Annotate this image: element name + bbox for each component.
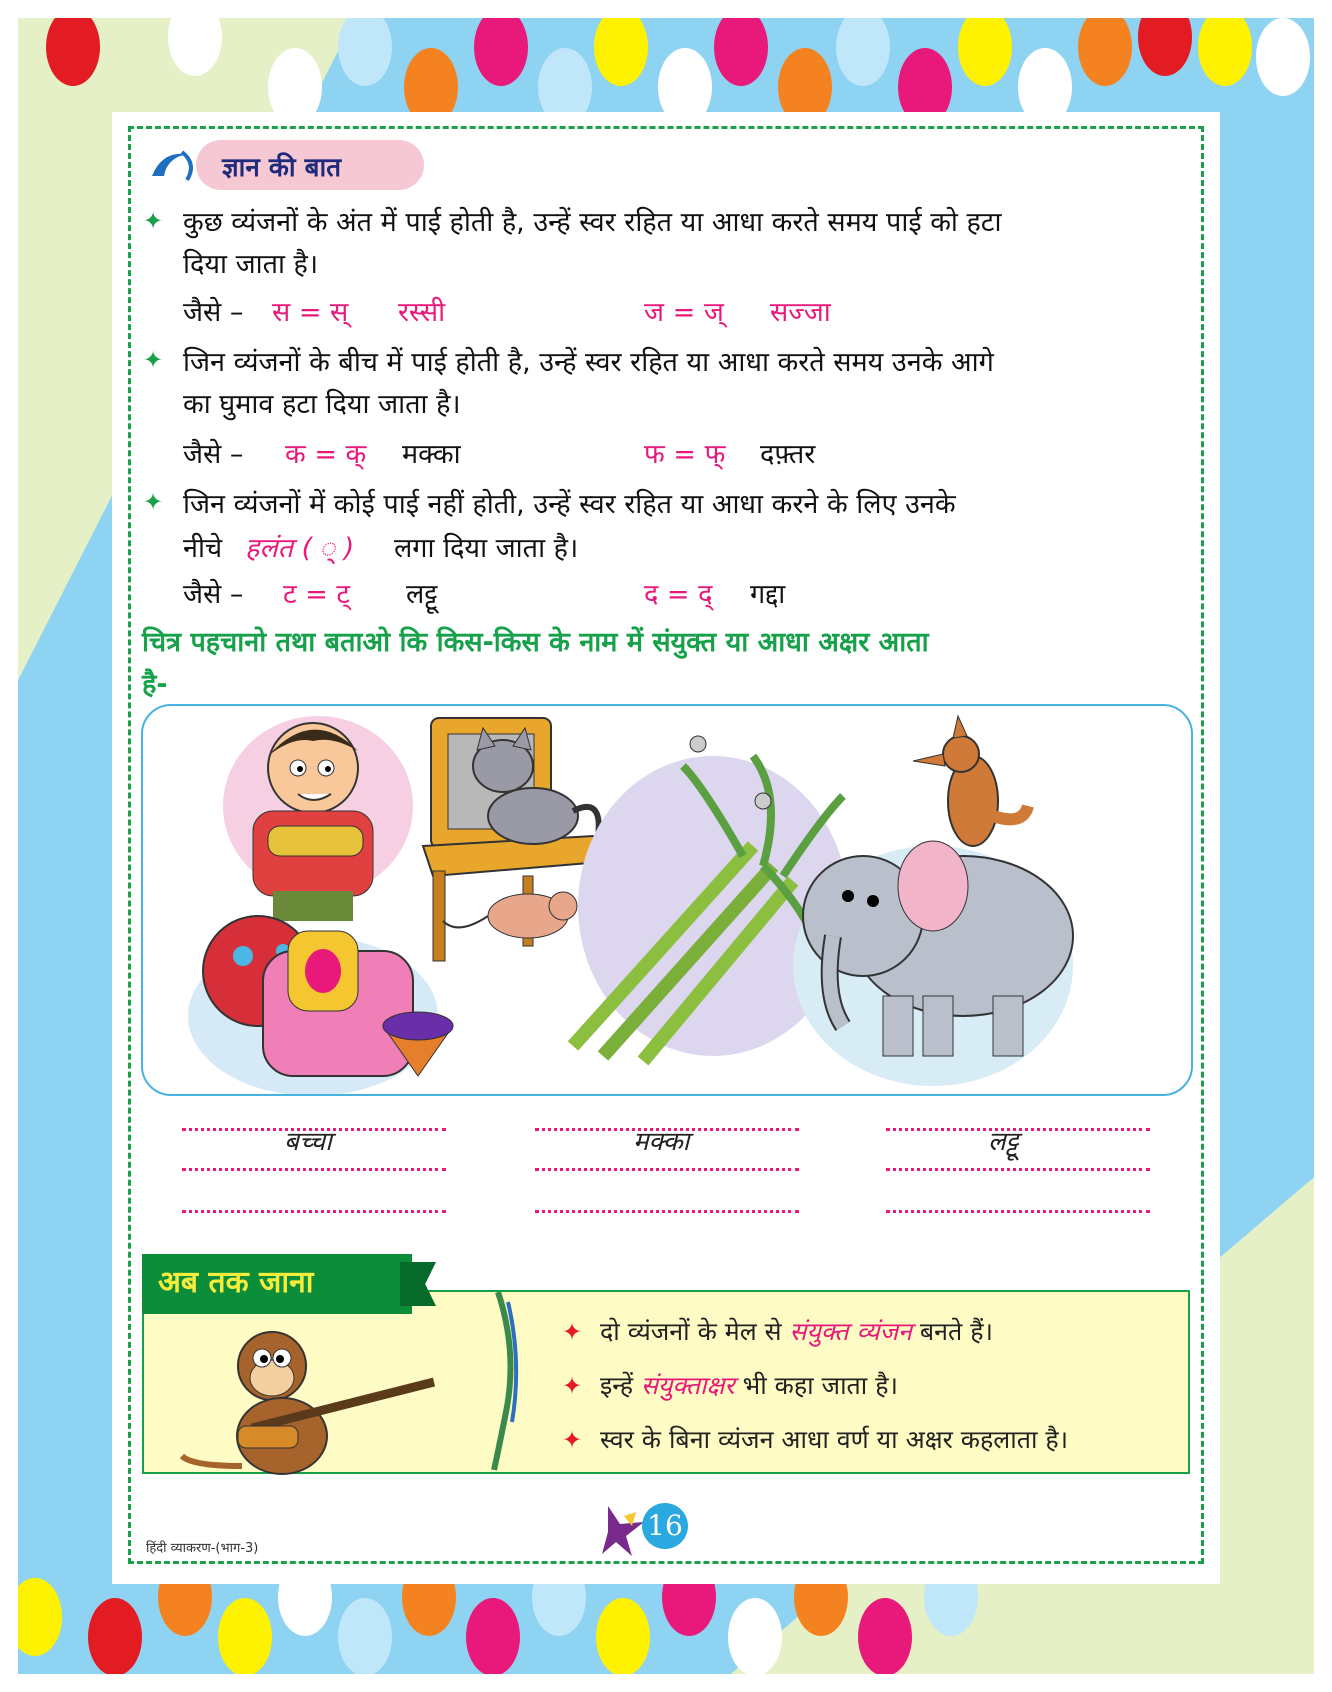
summary-title: अब तक जाना: [158, 1265, 314, 1300]
decorative-dot: [338, 18, 392, 86]
answer-line[interactable]: [182, 1210, 446, 1213]
decorative-dot: [596, 1598, 650, 1674]
example-equation: क = क्: [285, 439, 367, 470]
summary-star-icon: ✦: [562, 1318, 583, 1346]
decorative-dot: [594, 18, 648, 86]
answer-line[interactable]: [886, 1210, 1150, 1213]
monkey-with-gun-illustration: [172, 1316, 452, 1476]
rule-3-line-2-start: नीचे: [183, 533, 223, 564]
decorative-dot: [714, 18, 768, 86]
summary-text: दो व्यंजनों के मेल से: [600, 1317, 782, 1346]
example-word: मक्का: [402, 439, 461, 470]
decorative-dot: [858, 1598, 912, 1674]
example-word: गद्दा: [750, 579, 786, 610]
bullet-star-icon: ✦: [143, 488, 164, 516]
answer-text: लट्टू: [988, 1127, 1019, 1157]
summary-point-2: [600, 1368, 898, 1402]
illustration: [143, 706, 1191, 1094]
example-word: रस्सी: [398, 297, 446, 328]
picture-box: [141, 704, 1193, 1096]
question-line-2: है-: [142, 669, 168, 700]
tip-header: ज्ञान की बात: [222, 153, 342, 183]
decorative-dot: [836, 18, 890, 86]
book-footer: हिंदी व्याकरण-(भाग-3): [146, 1541, 259, 1556]
answer-line[interactable]: [535, 1168, 799, 1171]
decorative-dot: [18, 1578, 62, 1656]
example-equation: ट = ट्: [283, 579, 351, 610]
ribbon-streamer-icon: [488, 1292, 528, 1472]
rule-2-line-2: का घुमाव हटा दिया जाता है।: [183, 389, 461, 420]
example-label: जैसे –: [183, 439, 244, 470]
star-decoration-icon: [598, 1506, 646, 1556]
answer-text: मक्का: [633, 1127, 690, 1157]
page-number: 16: [642, 1503, 688, 1549]
rule-1-line-2: दिया जाता है।: [183, 249, 319, 280]
summary-text: इन्हें: [600, 1371, 634, 1400]
summary-point-3: स्वर के बिना व्यंजन आधा वर्ण या अक्षर कहलाता है।: [600, 1425, 1069, 1454]
answer-line[interactable]: [535, 1210, 799, 1213]
summary-highlight: संयुक्त व्यंजन: [789, 1317, 912, 1346]
summary-highlight: संयुक्ताक्षर: [640, 1371, 735, 1400]
rule-2-line-1: जिन व्यंजनों के बीच में पाई होती है, उन्हें स्वर रहित या आधा करते समय उनके आगे: [183, 347, 994, 378]
rule-3-line-2-end: लगा दिया जाता है।: [394, 533, 579, 564]
decorative-dot: [474, 18, 528, 86]
example-word: लट्टू: [406, 579, 438, 610]
summary-text: बनते हैं।: [919, 1317, 993, 1346]
halant-term: हलंत ( ् ): [245, 533, 355, 564]
decorative-dot: [1138, 18, 1192, 76]
summary-text: भी कहा जाता है।: [742, 1371, 898, 1400]
boy-with-corn-illustration: [223, 716, 413, 921]
bullet-star-icon: ✦: [143, 207, 164, 235]
swirl-icon: [142, 146, 202, 186]
example-word: दफ़्तर: [760, 439, 816, 470]
example-word: सज्जा: [770, 297, 831, 328]
rule-1-line-1: कुछ व्यंजनों के अंत में पाई होती है, उन्हें स्वर रहित या आधा करते समय पाई को हटा: [183, 207, 1002, 238]
summary-star-icon: ✦: [562, 1372, 583, 1400]
bullet-star-icon: ✦: [143, 346, 164, 374]
rule-3-line-1: जिन व्यंजनों में कोई पाई नहीं होती, उन्हें स्वर रहित या आधा करने के लिए उनके: [183, 489, 956, 520]
example-label: जैसे –: [183, 579, 244, 610]
example-equation: ज = ज्: [644, 297, 724, 328]
decorative-dot: [958, 18, 1012, 86]
decorative-dot: [1256, 18, 1310, 96]
decorative-dot: [728, 1598, 782, 1674]
decorative-dot: [1078, 18, 1132, 86]
example-equation: फ = फ्: [644, 439, 726, 470]
summary-point-1: [600, 1314, 993, 1348]
answer-text: बच्चा: [284, 1127, 332, 1157]
decorative-dot: [218, 1598, 272, 1674]
elephant-fox-illustration: [793, 716, 1073, 1086]
decorative-dot: [1198, 18, 1252, 86]
example-equation: द = द्: [644, 579, 713, 610]
example-equation: स = स्: [272, 297, 349, 328]
decorative-dot: [466, 1598, 520, 1674]
question-line-1: चित्र पहचानो तथा बताओ कि किस-किस के नाम में संयुक्त या आधा अक्षर आता: [142, 627, 929, 658]
answer-line[interactable]: [182, 1168, 446, 1171]
decorative-dot: [88, 1598, 142, 1674]
decorative-dot: [338, 1598, 392, 1674]
answer-line[interactable]: [886, 1168, 1150, 1171]
summary-star-icon: ✦: [562, 1426, 583, 1454]
example-label: जैसे –: [183, 297, 244, 328]
ball-bag-top-illustration: [188, 916, 453, 1094]
